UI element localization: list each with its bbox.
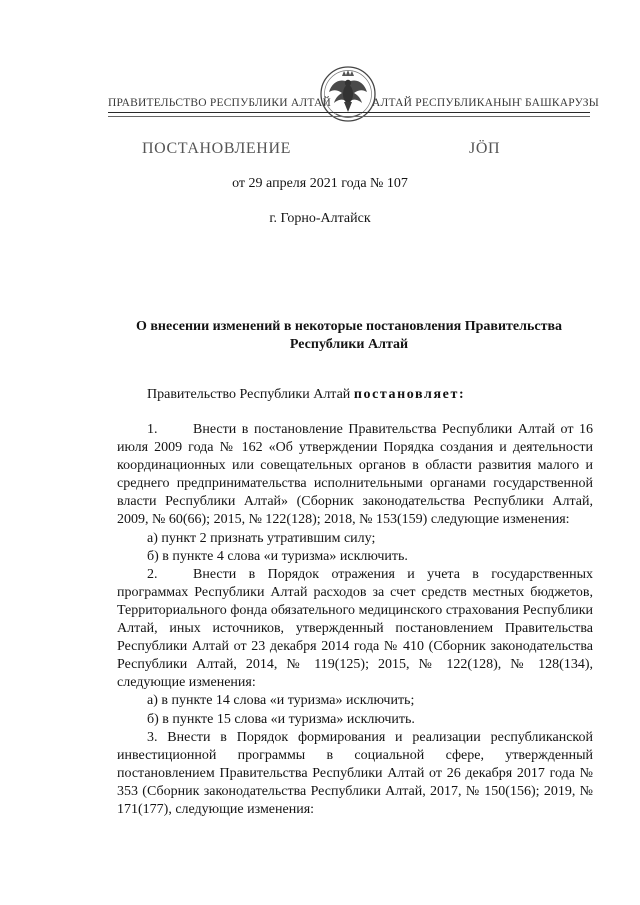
doc-type-ru: ПОСТАНОВЛЕНИЕ (142, 140, 291, 157)
document-title: О внесении изменений в некоторые постановления Правительства Республики Алтай (135, 319, 563, 352)
government-name-alt: АЛТАЙ РЕСПУБЛИКАНЫҤ БАШКАРУЗЫ (372, 97, 599, 109)
lead-prefix: Правительство Республики Алтай (147, 387, 354, 402)
header-rule (108, 112, 590, 113)
paragraph-2 (117, 566, 593, 693)
paragraph-1 (117, 421, 593, 530)
paragraph-2-number: 2. (147, 566, 158, 582)
header-rule-thin (108, 116, 590, 117)
paragraph-2-text: Внести в Порядок отражения и учета в государственных программах Республики Алтай расходов за счет средств местных бюджетов, Территориального фонда обязательного медицинского страхования Республики Алтай, иных источников, утвержденный постановлением Правительства Республики Алтай от 23 декабря 2014 года № 410 (Сборник законодательства Республики Алтай, 2014, № 119(125); 2015, № 122(128), № 128(134), следующие изменения: (117, 566, 593, 691)
doc-type-alt: ЈӦП (469, 140, 501, 157)
government-name-ru: ПРАВИТЕЛЬСТВО РЕСПУБЛИКИ АЛТАЙ (108, 97, 332, 109)
paragraph-1-number: 1. (147, 422, 158, 437)
paragraph-1-text: Внести в постановление Правительства Республики Алтай от 16 июля 2009 года № 162 «Об утверждении Порядка создания и деятельности координационных или совещательных органов в области развития малого и среднего предпринимательства исполнительными органами государственной власти Республики Алтай» (Сборник законодательства Республики Алтай, 2009, № 60(66); 2015, № 122(128); 2018, № 153(159) следующие изменения: (117, 422, 593, 528)
document-city: г. Горно-Алтайск (269, 211, 371, 226)
lead-sentence (147, 387, 465, 403)
document-date: от 29 апреля 2021 года № 107 (232, 176, 408, 191)
paragraph-1-item-a: а) пункт 2 признать утратившим силу; (147, 530, 376, 546)
paragraph-2-item-b: б) в пункте 15 слова «и туризма» исключить. (147, 711, 415, 727)
lead-verb: постановляет: (353, 387, 466, 402)
document-body (117, 421, 593, 819)
paragraph-2-item-a: а) в пункте 14 слова «и туризма» исключить; (147, 693, 415, 709)
paragraph-1-item-b: б) в пункте 4 слова «и туризма» исключить. (147, 548, 408, 564)
paragraph-3: 3. Внести в Порядок формирования и реализации республиканской инвестиционной программы в социальной сфере, утвержденный постановлением Правительства Республики Алтай от 26 декабря 2017 года № 353 (Сборник законодательства Республики Алтай, 2017, № 150(156); 2019, № 171(177), следующие изменения: (117, 729, 593, 817)
